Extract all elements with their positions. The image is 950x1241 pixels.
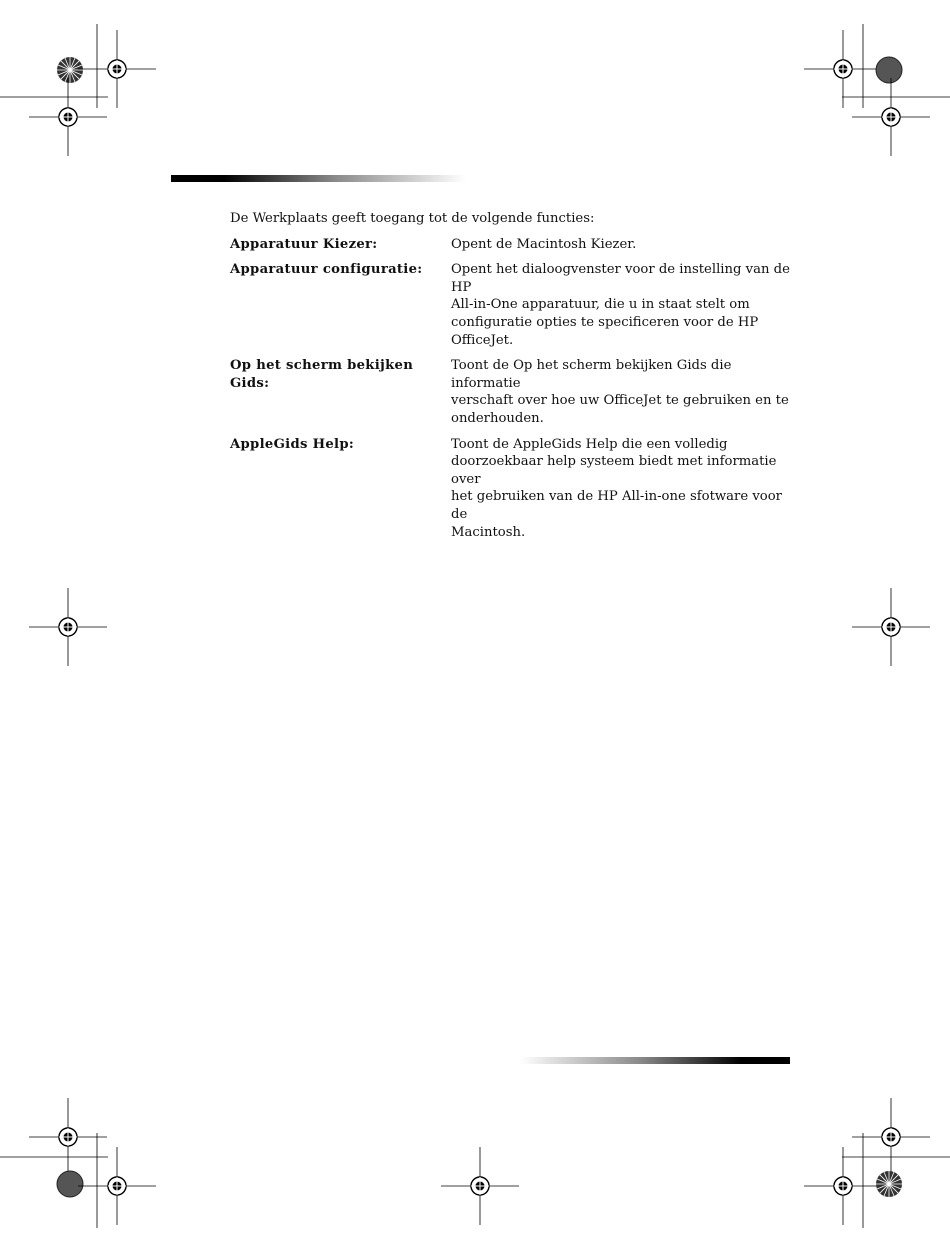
definition-term: Apparatuur Kiezer: [230, 236, 378, 252]
definition-row [230, 436, 795, 542]
description-line: verschaft over hoe uw OfficeJet te gebruiken en te [451, 393, 789, 409]
description-line: Opent het dialoogvenster voor de instelling van de HP [451, 262, 790, 295]
definition-row [230, 236, 795, 254]
definition-description [451, 436, 791, 542]
footer-gradient-rule [520, 1057, 790, 1064]
description-line: Opent de Macintosh Kiezer. [451, 236, 637, 252]
description-line: All-in-One apparatuur, die u in staat stelt om [451, 297, 750, 313]
definition-description [451, 261, 791, 349]
definition-description [451, 236, 791, 254]
definition-row [230, 357, 795, 427]
definition-term: Op het scherm bekijken Gids: [230, 358, 414, 391]
description-line: Toont de Op het scherm bekijken Gids die informatie [451, 358, 732, 391]
page-content [230, 210, 795, 549]
description-line: onderhouden. [451, 410, 544, 426]
description-line: Macintosh. [451, 524, 526, 540]
definition-term: Apparatuur configuratie: [230, 262, 423, 278]
definition-description [451, 357, 791, 427]
header-gradient-rule [171, 175, 466, 182]
intro-paragraph: De Werkplaats geeft toegang tot de volgende functies: [230, 211, 595, 226]
description-line: het gebruiken van de HP All-in-one sfotware voor de [451, 489, 782, 522]
definition-term: AppleGids Help: [230, 436, 355, 452]
description-line: doorzoekbaar help systeem biedt met informatie over [451, 454, 777, 487]
description-line: Toont de AppleGids Help die een volledig [451, 436, 728, 452]
description-line: configuratie opties te specificeren voor de HP [451, 314, 759, 330]
definition-row [230, 261, 795, 349]
description-line: OfficeJet. [451, 332, 514, 348]
